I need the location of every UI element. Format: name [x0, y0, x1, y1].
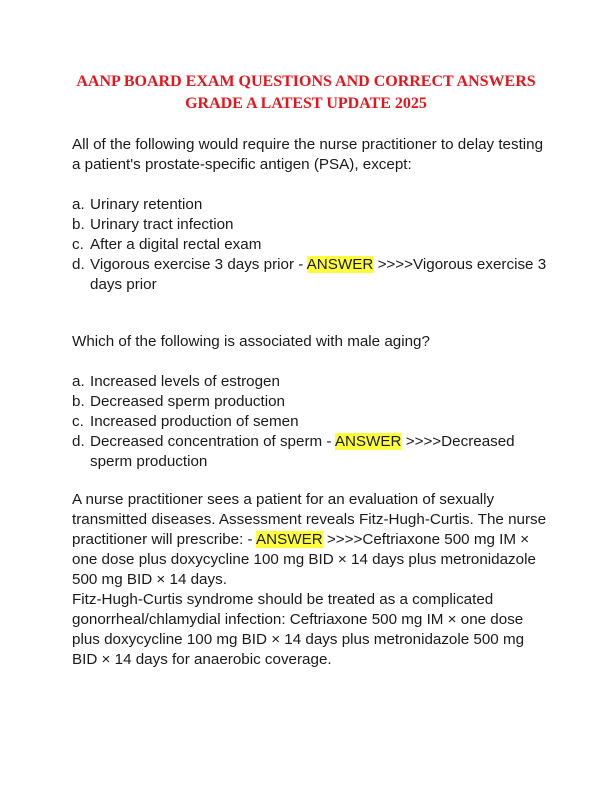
question-2-stem: Which of the following is associated with male aging? [72, 333, 430, 350]
title-line-1: AANP BOARD EXAM QUESTIONS AND CORRECT ANSWERS [76, 73, 536, 90]
answer-highlight: ANSWER [334, 433, 402, 450]
answer-highlight: ANSWER [256, 531, 323, 548]
question-2 [72, 332, 552, 472]
question-3 [72, 490, 552, 670]
option-c: c. After a digital rectal exam [72, 236, 262, 253]
answer-text: >>>>Vigorous exercise 3 days prior [90, 256, 547, 293]
option-d: d. Decreased concentration of sperm - ANSWER >>>>Decreased sperm production [72, 433, 515, 470]
question-1-options [72, 195, 552, 295]
question-1-stem: All of the following would require the nurse practitioner to delay testing a patient's prostate-specific antigen (PSA), except: [72, 136, 544, 173]
answer-text: >>>>Ceftriaxone 500 mg IM × one dose plus doxycycline 100 mg BID × 14 days plus metronidazole 500 mg BID × 14 days. [72, 531, 536, 588]
answer-text: >>>>Decreased sperm production [90, 433, 515, 470]
question-2-options [72, 372, 552, 472]
option-d: d. Vigorous exercise 3 days prior - ANSWER >>>>Vigorous exercise 3 days prior [72, 256, 547, 293]
document-title [40, 71, 572, 115]
option-a: a. Urinary retention [72, 196, 203, 213]
question-3-explanation: Fitz-Hugh-Curtis syndrome should be treated as a complicated gonorrheal/chlamydial infection: Ceftriaxone 500 mg IM × one dose plus doxycycline 100 mg BID × 14 days plus metronidazole 500 mg BID × 14 days for anaerobic coverage. [72, 591, 525, 668]
option-a: a. Increased levels of estrogen [72, 373, 280, 390]
title-line-2: GRADE A LATEST UPDATE 2025 [185, 95, 427, 112]
option-c: c. Increased production of semen [72, 413, 299, 430]
question-3-stem: A nurse practitioner sees a patient for an evaluation of sexually transmitted diseases. Assessment reveals Fitz-Hugh-Curtis. The nurse practitioner will prescribe: - ANSWER >>>>Ceftriaxone 500 mg IM × one dose plus doxycycline 100 mg BID × 14 days plus metronidazole 500 mg BID × 14 days. [72, 491, 547, 588]
question-1 [72, 135, 552, 295]
option-b: b. Urinary tract infection [72, 216, 234, 233]
answer-highlight: ANSWER [306, 256, 374, 273]
option-b: b. Decreased sperm production [72, 393, 286, 410]
